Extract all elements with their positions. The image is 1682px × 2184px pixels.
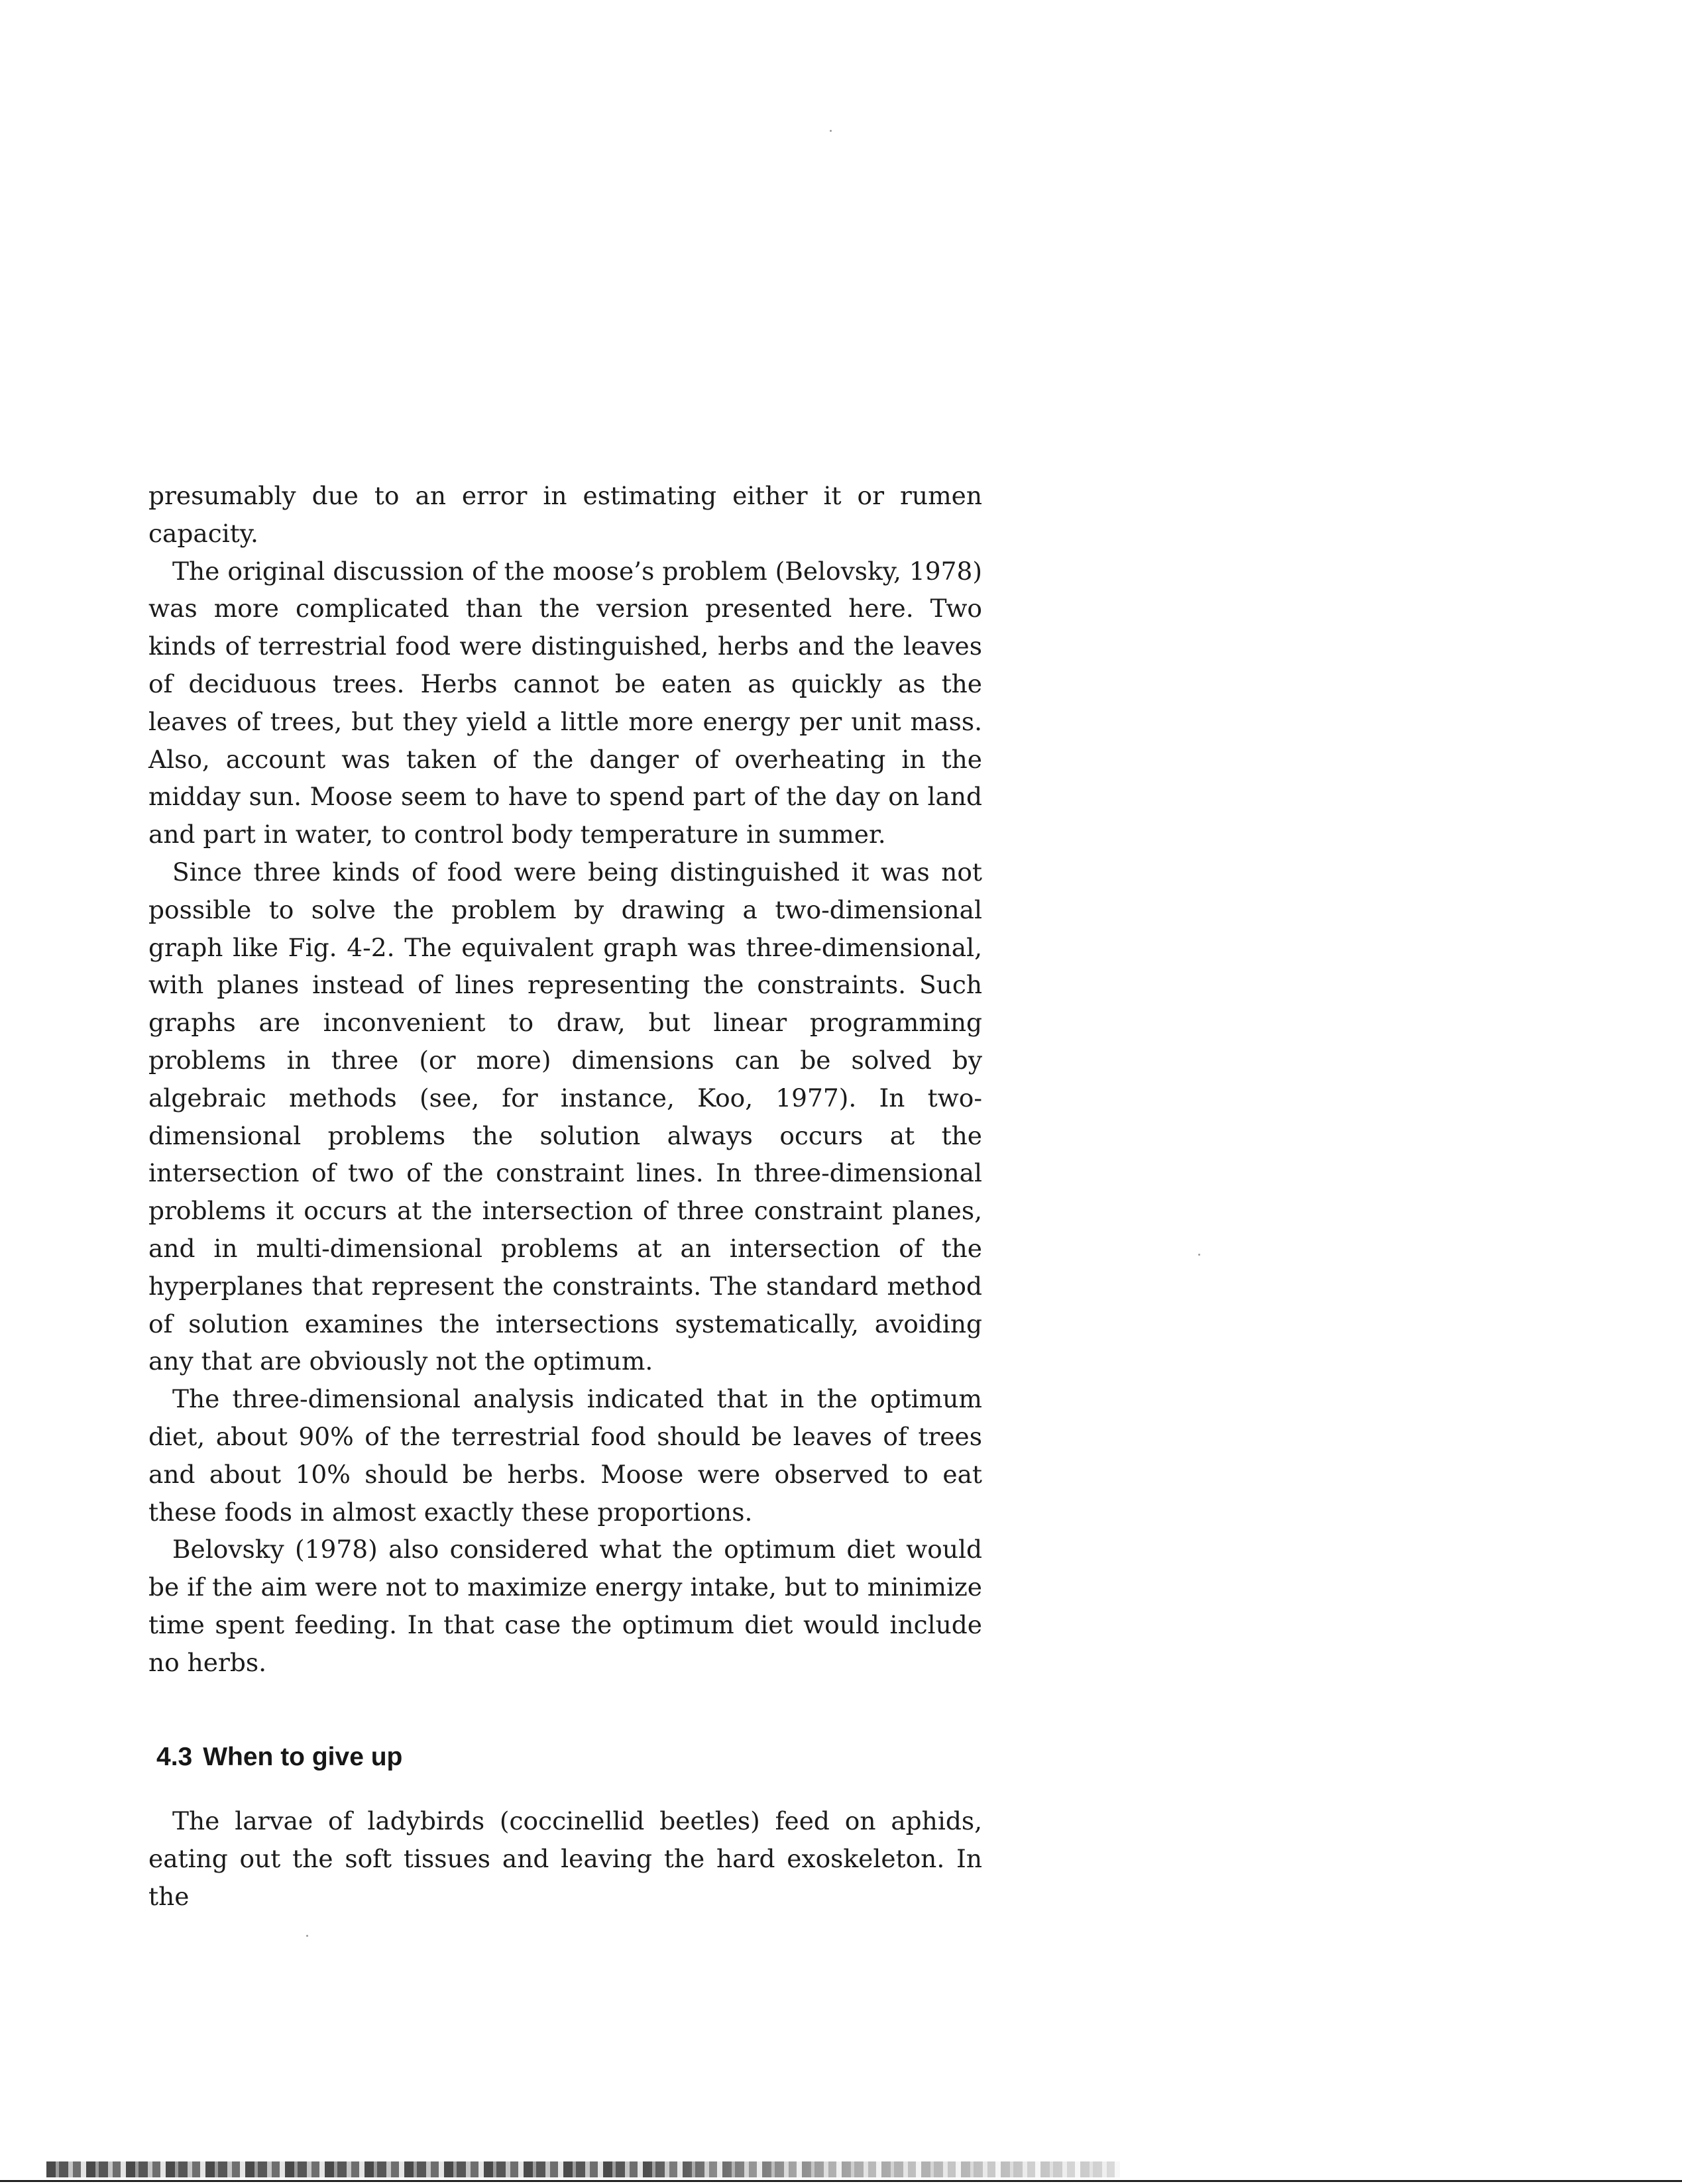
paragraph: The larvae of ladybirds (coccinellid beetles) feed on aphids, eating out the soft tissues and leaving the hard exoskeleton. In the bbox=[148, 1806, 982, 1911]
paragraph: The three-dimensional analysis indicated that in the optimum diet, about 90% of the terrestrial food should be leaves of trees and about 10% should be herbs. Moose were observed to eat these foods in almost exactly these proportions. bbox=[148, 1384, 982, 1527]
scan-speck bbox=[306, 1935, 308, 1937]
scan-edge-rule bbox=[0, 2180, 1682, 2182]
body-text bbox=[148, 477, 982, 1682]
paragraph: The original discussion of the moose’s problem (Belovsky, 1978) was more complicated than the version presented here. Two kinds of terrestrial food were distinguished, herbs and the leaves of deciduous trees. Herbs cannot be eaten as quickly as the leaves of trees, but they yield a little more energy per unit mass. Also, account was taken of the danger of overheating in the midday sun. Moose seem to have to spend part of the day on land and part in water, to control body temperature in summer. bbox=[148, 556, 982, 849]
scan-speck bbox=[830, 130, 832, 132]
section-number: 4.3 bbox=[156, 1743, 193, 1771]
paragraph: Since three kinds of food were being distinguished it was not possible to solve the problem by drawing a two-dimensional graph like Fig. 4-2. The equivalent graph was three-dimensional, with planes instead of lines representing the constraints. Such graphs are inconvenient to draw, but linear programming problems in three (or more) dimensions can be solved by algebraic methods (see, for instance, Koo, 1977). In two-dimensional problems the solution always occurs at the intersection of two of the constraint lines. In three-dimensional problems it occurs at the intersection of three constraint planes, and in multi-dimensional problems at an intersection of the hyperplanes that represent the constraints. The standard method of solution examines the intersections systematically, avoiding any that are obviously not the optimum. bbox=[148, 857, 982, 1376]
paragraph: presumably due to an error in estimating either it or rumen capacity. bbox=[148, 481, 982, 548]
scan-speck bbox=[1198, 1254, 1200, 1256]
section-title: When to give up bbox=[203, 1743, 403, 1771]
scan-edge-noise bbox=[46, 2161, 1120, 2177]
section-heading bbox=[156, 1739, 402, 1776]
section-body-text bbox=[148, 1802, 982, 1915]
paragraph: Belovsky (1978) also considered what the optimum diet would be if the aim were not to maximize energy intake, but to minimize time spent feeding. In that case the optimum diet would include no herbs. bbox=[148, 1535, 982, 1677]
